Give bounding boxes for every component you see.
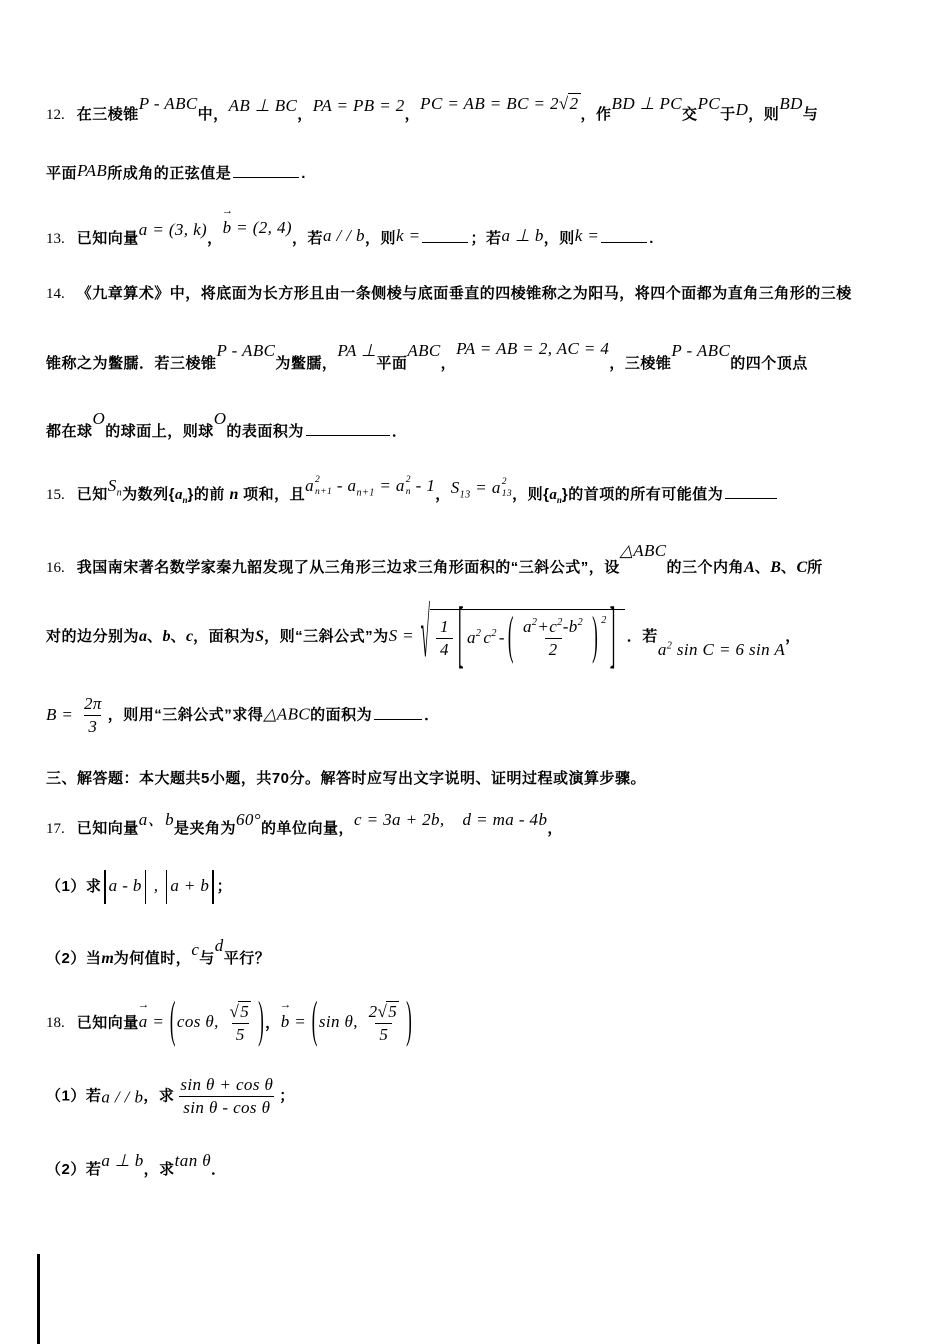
superscript: 2 — [531, 617, 538, 629]
fraction — [225, 1001, 255, 1046]
fraction — [176, 1074, 277, 1119]
math-expression — [174, 1074, 279, 1117]
math-expression: PA = PB = 2 — [312, 96, 405, 115]
text-run: 的四个顶点 — [730, 355, 808, 372]
text-run: }的首项的所有可能值为 — [561, 486, 724, 503]
math-expression: AB ⊥ BC — [228, 96, 298, 115]
text-run: ， — [440, 355, 457, 372]
text-line — [46, 932, 910, 972]
math-expression: PA = AB = 2, AC = 4 — [456, 339, 610, 358]
text-run: ，面积为 — [193, 628, 256, 645]
scripted-variable — [305, 472, 332, 501]
sup-value: 2 — [405, 475, 411, 486]
vector-letter: a — [138, 1012, 148, 1032]
text-run: ， — [207, 230, 223, 247]
math-text: a - b — [108, 876, 142, 896]
text-run: 的单位向量， — [260, 819, 354, 837]
sqrt-radical — [559, 90, 581, 119]
text-run: ，则 — [543, 230, 575, 247]
text-run: ， — [265, 1014, 281, 1032]
big-paren-icon: ) — [406, 991, 413, 1049]
math-expression: a = (3, k) — [138, 220, 208, 239]
script-base: c — [483, 628, 492, 648]
math-expression: PA ⊥ — [337, 341, 377, 360]
text-line — [46, 537, 910, 582]
text-run: ，求 — [143, 1160, 175, 1178]
math-text: S = — [388, 626, 419, 645]
math-variable: C — [796, 558, 808, 576]
text-run: }的前 — [187, 486, 230, 503]
question-number: 13. — [46, 231, 65, 247]
subscript: n — [556, 495, 562, 505]
radical-sign-icon: √ — [558, 94, 569, 113]
math-text: B = — [46, 704, 78, 724]
script-base: c — [549, 617, 558, 636]
text-run: 已知向量 — [76, 1014, 139, 1032]
math-expression: a ⊥ b — [101, 1150, 144, 1170]
answer-blank — [306, 420, 390, 435]
radical-sign-icon: √ — [420, 594, 431, 673]
math-text: = — [374, 476, 396, 495]
text-run: 于 — [720, 106, 736, 123]
subscript: n — [182, 495, 188, 505]
sqrt-radical — [229, 1001, 251, 1023]
section-header-text: 三、解答题：本大题共5小题，共70分。解答时应写出文字说明、证明过程或演算步骤。 — [46, 770, 647, 788]
denominator: 2 — [545, 638, 562, 661]
big-bracket-icon: ] — [609, 592, 616, 677]
math-variable: c — [186, 628, 194, 645]
math-expression: d — [214, 936, 224, 956]
text-run: 已知向量 — [76, 819, 139, 837]
numerator: 1 — [440, 617, 449, 636]
script-base: a — [522, 617, 532, 636]
math-variable: b — [162, 628, 171, 645]
text-line — [46, 1074, 910, 1119]
text-run: ， — [404, 106, 421, 123]
text-run: ，则{ — [512, 486, 550, 503]
superscript: 2 — [601, 615, 607, 626]
scripted-variable — [658, 636, 672, 665]
numerator — [519, 616, 587, 638]
math-text: - 1 — [410, 476, 436, 495]
big-paren-icon: ) — [258, 991, 265, 1049]
superscript: 2 — [475, 628, 482, 640]
script-base: a — [395, 476, 405, 495]
text-run: ，则 — [364, 230, 396, 247]
big-paren-icon: ) — [592, 606, 599, 666]
script-base: a — [657, 640, 667, 659]
superscript: 2 — [577, 617, 584, 629]
question-14 — [46, 281, 910, 445]
script-base: S — [107, 476, 117, 495]
question-13 — [46, 203, 910, 253]
scripted-variable — [451, 474, 471, 504]
text-line — [46, 90, 910, 129]
math-expression — [450, 477, 513, 501]
math-expression: P - ABC — [216, 341, 276, 360]
math-expression: PAB — [77, 160, 108, 180]
text-run: ，三棱锥 — [609, 355, 672, 372]
text-line — [46, 157, 910, 187]
sqrt-radical — [377, 1001, 399, 1023]
math-text: sin θ, — [318, 1012, 363, 1032]
math-expression: k = — [574, 226, 600, 245]
vector-arrow-icon: → — [221, 203, 234, 217]
scan-artifact-line — [37, 1254, 40, 1344]
superscript: 2 — [666, 640, 673, 652]
radicand — [430, 592, 625, 677]
text-run: 为何值时， — [113, 950, 192, 968]
abs-bar — [166, 870, 167, 904]
text-line — [46, 766, 910, 792]
script-base: a — [549, 487, 557, 503]
text-run: 《九章算术》中，将底面为长方形且由一条侧棱与底面垂直的四棱锥称之为阳马，将四个面都为直角三角形的三棱 — [76, 284, 852, 302]
fraction — [436, 616, 453, 661]
text-run: 平行？ — [223, 950, 271, 968]
text-run: 交 — [682, 106, 698, 123]
text-run: 我国南宋著名数学家秦九韶发现了从三角形三边求三角形面积的“三斜公式”，设 — [76, 558, 620, 576]
vector-letter: b — [280, 1012, 290, 1032]
scripted-variable — [492, 474, 512, 503]
text-run: 锥称之为鳖臑．若三棱锥 — [46, 355, 217, 372]
denominator: 5 — [375, 1023, 392, 1046]
fraction — [365, 1001, 404, 1046]
big-paren-icon: ( — [169, 991, 176, 1049]
scripted-variable — [569, 616, 583, 638]
text-run: 与 — [199, 950, 215, 968]
math-expression: d = ma - 4b — [462, 809, 548, 829]
text-run: . — [301, 164, 306, 182]
text-run: ， — [297, 106, 313, 123]
subscript: n+1 — [356, 487, 375, 499]
script-base: a — [347, 476, 357, 495]
sub-value: 13 — [501, 489, 513, 500]
math-text: = — [147, 1012, 169, 1032]
math-expression: BD ⊥ PC — [611, 94, 683, 113]
vector-arrow-icon: → — [137, 997, 150, 1011]
math-expression: PC — [697, 94, 721, 113]
math-expression: c = 3a + 2b, — [354, 809, 445, 829]
radicand: 2 — [569, 94, 579, 113]
big-bracket-icon: [ — [457, 592, 464, 677]
math-text: a + b — [170, 876, 210, 896]
question-number: 14. — [46, 285, 65, 302]
scripted-variable — [467, 624, 481, 653]
text-run: （2）若 — [46, 1160, 102, 1178]
math-text: = — [289, 1012, 311, 1032]
text-run: ， — [547, 819, 563, 837]
question-12 — [46, 90, 910, 186]
scripted-variable — [348, 472, 375, 502]
answer-blank — [374, 704, 422, 719]
math-text: - — [332, 476, 348, 495]
text-run: ，则用“三斜公式”求得 — [107, 706, 264, 724]
scripted-variable — [396, 472, 411, 501]
scripted-variable — [108, 472, 122, 502]
math-expression: tan θ — [174, 1150, 211, 1170]
text-run: ， — [435, 486, 451, 503]
question-number: 16. — [46, 559, 65, 576]
answer-blank — [601, 228, 647, 243]
superscript: 2 — [491, 628, 497, 640]
text-run: 、 — [147, 628, 163, 645]
question-number: 18. — [46, 1015, 65, 1032]
math-text: - — [562, 617, 569, 636]
math-expression — [420, 94, 580, 113]
numerator — [225, 1001, 255, 1023]
scripted-variable — [549, 483, 562, 509]
subscript: 13 — [459, 489, 471, 501]
text-line — [46, 870, 910, 904]
text-run: 所成角的正弦值是 — [107, 164, 232, 182]
text-run: 平面 — [46, 164, 78, 182]
answer-blank — [725, 484, 777, 499]
fraction — [80, 693, 106, 738]
text-run: 与 — [802, 106, 819, 123]
text-line — [46, 592, 910, 677]
math-text: = — [470, 478, 492, 497]
text-run: （1）若 — [46, 1087, 102, 1105]
question-16 — [46, 537, 910, 739]
sup-value: 2 — [501, 477, 507, 488]
big-paren-icon: ( — [507, 606, 514, 666]
text-line — [46, 472, 910, 509]
script-base: a — [305, 476, 315, 495]
text-run: ，则“三斜公式”为 — [264, 628, 389, 645]
numerator: sin θ + cos θ — [180, 1074, 274, 1094]
text-run: 、 — [780, 558, 797, 576]
denominator: 5 — [232, 1023, 249, 1046]
scripted-variable — [483, 624, 496, 653]
vector-variable — [279, 997, 292, 1037]
text-run: （2）当 — [46, 950, 102, 968]
section-header — [46, 766, 910, 792]
scripted-variable — [523, 616, 537, 638]
math-text: + — [537, 617, 550, 636]
question-18 — [46, 991, 910, 1183]
math-expression: P - ABC — [138, 94, 198, 113]
subscript: n — [116, 487, 123, 499]
math-expression: a ⊥ b — [501, 226, 544, 245]
text-line — [46, 281, 910, 308]
script-base: a — [466, 628, 476, 648]
abs-bar — [104, 870, 105, 904]
text-run: 的表面积为 — [226, 422, 304, 440]
math-expression: a、b — [138, 809, 174, 829]
text-run: （1）求 — [46, 878, 102, 896]
sup-value: 2 — [315, 475, 321, 486]
denominator: 4 — [436, 638, 453, 661]
text-run: 都在球 — [46, 422, 93, 440]
math-variable: m — [101, 950, 114, 968]
text-run: 项和，且 — [238, 486, 306, 503]
math-expression — [107, 476, 123, 499]
text-run: 中， — [197, 106, 229, 123]
math-text: 2 — [368, 1001, 378, 1021]
math-expression: △ABC — [619, 540, 667, 560]
text-line — [46, 991, 910, 1049]
text-run: 的面积为 — [310, 706, 373, 724]
answer-blank — [422, 228, 468, 243]
radical-sign-icon: √ — [377, 1001, 388, 1021]
question-17 — [46, 806, 910, 973]
math-expression: 60° — [235, 809, 261, 829]
vector-variable — [221, 203, 234, 243]
script-base: a — [491, 478, 501, 497]
math-expression: O — [213, 408, 227, 428]
text-line — [46, 335, 910, 377]
radicand: 5 — [388, 1001, 398, 1021]
numerator — [365, 1001, 404, 1023]
script-stack — [315, 475, 332, 499]
math-variable: B — [770, 558, 781, 576]
text-run: ，求 — [143, 1087, 175, 1105]
math-text: cos θ, — [176, 1012, 224, 1032]
text-run: ．若 — [626, 628, 658, 645]
text-run: 对的边分别为 — [46, 628, 140, 645]
math-expression: O — [92, 408, 106, 428]
text-line — [46, 1147, 910, 1183]
question-number: 17. — [46, 820, 65, 837]
text-run: 的球面上，则球 — [105, 422, 214, 440]
math-expression: c — [191, 940, 200, 960]
spacer — [445, 832, 463, 833]
text-line — [46, 203, 910, 253]
fraction — [519, 616, 587, 661]
numerator: 2π — [83, 694, 102, 714]
math-expression — [388, 592, 627, 677]
math-text: , — [149, 876, 164, 896]
text-run: ． — [424, 706, 440, 724]
question-number: 12. — [46, 107, 65, 123]
math-variable: a — [139, 628, 148, 645]
scripted-variable — [549, 616, 562, 638]
text-run: 是夹角为 — [173, 819, 236, 837]
script-stack — [502, 477, 512, 501]
math-expression: BD — [779, 94, 803, 113]
text-line — [46, 806, 910, 843]
text-line — [46, 405, 910, 445]
math-expression — [137, 991, 265, 1049]
math-expression: P - ABC — [671, 341, 731, 360]
math-variable: n — [229, 486, 239, 503]
denominator: sin θ - cos θ — [179, 1096, 274, 1119]
sub-value: n+1 — [315, 487, 333, 498]
abs-bar — [145, 870, 146, 904]
text-run: ；若 — [470, 230, 502, 247]
math-expression: k = — [395, 226, 421, 245]
text-run: 为数列{ — [122, 486, 176, 503]
script-base: b — [568, 617, 578, 636]
math-expression: D — [735, 100, 749, 119]
text-run: ； — [279, 1087, 295, 1105]
vector-variable — [137, 997, 150, 1037]
radical-sign-icon: √ — [229, 1001, 240, 1021]
math-text: PC = AB = BC = 2 — [420, 94, 559, 113]
text-run: 在三棱锥 — [76, 106, 139, 123]
text-run: 平面 — [376, 355, 408, 372]
math-expression: △ABC — [263, 704, 311, 724]
math-expression — [221, 203, 292, 237]
text-run: ，若 — [291, 230, 323, 247]
math-expression: a / / b — [322, 226, 365, 245]
sub-value: n — [405, 487, 411, 498]
math-expression — [279, 991, 414, 1049]
sqrt-radical-big — [420, 592, 625, 677]
vector-arrow-icon: → — [279, 997, 292, 1011]
text-line — [46, 693, 910, 738]
superscript: 2 — [557, 617, 563, 629]
math-expression: a / / b — [101, 1087, 144, 1107]
denominator: 3 — [84, 715, 101, 738]
text-run: 已知向量 — [76, 230, 139, 247]
script-base: S — [450, 478, 460, 497]
text-run: ，则 — [748, 106, 780, 123]
text-run: ， — [785, 628, 801, 645]
abs-bar — [212, 870, 213, 904]
text-run: 所 — [807, 558, 823, 576]
math-text: sin C = 6 sin A — [672, 640, 786, 659]
text-run: 为鳖臑， — [275, 355, 338, 372]
text-run: 、 — [754, 558, 771, 576]
math-expression — [658, 640, 785, 659]
script-base: a — [175, 487, 183, 503]
answer-blank — [233, 162, 299, 177]
text-run: 已知 — [76, 486, 108, 503]
math-variable: S — [255, 628, 265, 645]
text-run: ，作 — [580, 106, 612, 123]
scripted-variable — [175, 483, 188, 509]
math-variable: A — [744, 558, 755, 576]
text-run: 的三个内角 — [666, 558, 745, 576]
math-expression: ABC — [407, 341, 441, 360]
text-run: ． — [391, 422, 408, 440]
question-15 — [46, 472, 910, 509]
text-run: . — [649, 230, 654, 247]
radicand: 5 — [240, 1001, 250, 1021]
math-text: - — [498, 628, 505, 648]
text-run: ； — [216, 878, 233, 896]
math-text: = (2, 4) — [231, 218, 292, 237]
text-run: ． — [211, 1160, 227, 1178]
text-run: 、 — [170, 628, 187, 645]
question-number: 15. — [46, 487, 65, 503]
big-paren-icon: ( — [311, 991, 318, 1049]
vector-letter: b — [222, 218, 232, 237]
math-expression — [305, 475, 436, 499]
math-expression — [101, 876, 216, 895]
